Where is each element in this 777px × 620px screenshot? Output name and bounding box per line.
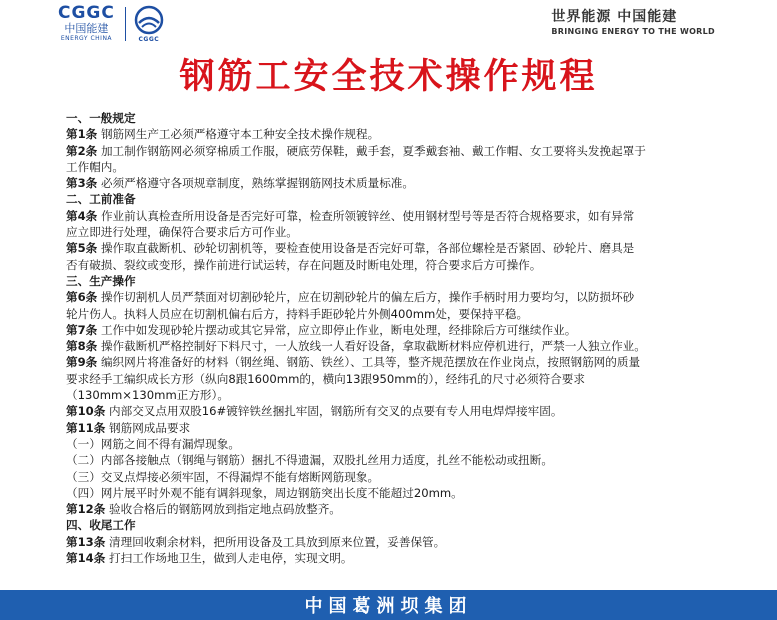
regulation-line [66,338,734,354]
regulation-line [66,126,734,142]
company-logo [58,4,164,43]
section-heading [66,517,734,533]
logo-divider [125,7,126,41]
logo-cn: 中国能建 [64,22,109,35]
regulation-line [66,469,734,485]
article-number: 第7条 [66,322,98,337]
regulation-line [66,371,734,387]
line-text: 编织网片将准备好的材料（钢丝绳、钢筋、铁丝）、工具等，整齐规范摆放在作业岗点，按照钢筋网的质量 [97,355,641,370]
regulation-line [66,387,734,403]
regulation-line [66,159,734,175]
article-number: 第8条 [66,339,98,354]
line-text: （二）内部各接触点（钢绳与钢筋）捆扎不得遗漏，双股扎丝用力适度，扎丝不能松动或扭断。 [66,453,553,468]
header [0,0,777,52]
line-text: 操作取直截断机、砂轮切割机等，要检查使用设备是否完好可靠，各部位螺栓是否紧固、砂轮片、磨具是 [97,241,635,256]
section-heading [66,191,734,207]
regulation-line [66,289,734,305]
regulation-line [66,550,734,566]
regulation-line [66,175,734,191]
line-text: （四）网片展平时外观不能有调斜现象，周边钢筋突出长度不能超过20mm。 [66,485,463,500]
line-text: 轮片伤人。执料人员应在切割机偏右后方，持料手距砂轮片外侧400mm处，要保持平稳。 [66,306,529,321]
slogan [551,8,715,38]
line-text: 一、一般规定 [66,111,136,125]
regulation-line [66,257,734,273]
line-text: 操作截断机严格控制好下料尺寸，一人放线一人看好设备，拿取截断材料应停机进行，严禁一人独立作业。 [97,339,646,354]
line-text: （一）网筋之间不得有漏焊现象。 [66,436,240,451]
article-number: 第6条 [66,290,98,305]
article-number: 第4条 [66,208,98,223]
article-number: 第10条 [66,404,106,419]
regulation-line [66,224,734,240]
regulation-body [66,110,734,566]
logo-abbr: CGGC [58,3,115,23]
regulation-line [66,208,734,224]
line-text: 四、收尾工作 [66,518,136,533]
regulation-line [66,240,734,256]
line-text: 工作帽内。 [66,159,124,174]
line-text: 钢筋网生产工必须严格遵守本工种安全技术操作规程。 [97,127,380,142]
line-text: 作业前认真检查所用设备是否完好可靠，检查所领镀锌丝、使用钢材型号等是否符合规格要求，如有异常 [97,208,635,223]
regulation-line [66,143,734,159]
line-text: 否有破损、裂纹或变形，操作前进行试运转，存在问题及时断电处理，符合要求后方可操作。 [66,257,542,272]
regulation-line [66,485,734,501]
line-text: 二、工前准备 [66,192,136,207]
article-number: 第2条 [66,143,98,158]
line-text: 三、生产操作 [66,273,136,288]
section-heading [66,110,734,126]
regulation-line [66,420,734,436]
regulation-line [66,322,734,338]
article-number: 第5条 [66,241,98,256]
article-number: 第12条 [66,502,106,517]
emblem-text: CGGC [138,35,160,43]
regulation-line [66,436,734,452]
logo-en: ENERGY CHINA [60,35,113,42]
article-number: 第9条 [66,355,98,370]
regulation-line [66,306,734,322]
line-text: （130mm×130mm正方形）。 [66,388,229,403]
regulation-line [66,534,734,550]
line-text: 加工制作钢筋网必须穿棉质工作服，硬底劳保鞋，戴手套，夏季戴套袖、戴工作帽、女工要将头发挽起罩于 [97,143,646,158]
line-text: 内部交叉点用双股16#镀锌铁丝捆扎牢固，钢筋所有交叉的点要有专人用电焊焊接牢固。 [105,404,563,419]
section-heading [66,273,734,289]
line-text: 验收合格后的钢筋网放到指定地点码放整齐。 [105,502,341,517]
article-number: 第11条 [66,420,106,435]
regulation-line [66,354,734,370]
footer-banner [0,590,777,620]
regulation-line [66,501,734,517]
line-text: 打扫工作场地卫生，做到人走电停，实现文明。 [105,551,353,566]
emblem-icon [134,5,164,43]
footer-company-name: 中国葛洲坝集团 [304,596,473,617]
line-text: 钢筋网成品要求 [105,420,191,435]
regulation-line [66,403,734,419]
line-text: 操作切割机人员严禁面对切割砂轮片，应在切割砂轮片的偏左后方，操作手柄时用力要均匀，以防损坏砂 [97,290,635,305]
line-text: 必须严格遵守各项规章制度，熟练掌握钢筋网技术质量标准。 [97,176,414,191]
page-title: 钢筋工安全技术操作规程 [179,57,598,97]
regulation-line [66,452,734,468]
slogan-en: BRINGING ENERGY TO THE WORLD [551,27,715,36]
article-number: 第14条 [66,551,106,566]
line-text: 清理回收剩余材料，把所用设备及工具放到原来位置，妥善保管。 [105,534,446,549]
line-text: 要求经手工编织成长方形（纵向8跟1600mm的，横向13跟950mm的），经纬孔的尺寸必须符合要求 [66,371,585,386]
line-text: 应立即进行处理，确保符合要求后方可作业。 [66,225,298,240]
slogan-cn: 世界能源 中国能建 [551,9,678,25]
line-text: （三）交叉点焊接必须牢固，不得漏焊不能有熔断网筋现象。 [66,469,380,484]
article-number: 第3条 [66,176,98,191]
article-number: 第13条 [66,534,106,549]
line-text: 工作中如发现砂轮片摆动或其它异常，应立即停止作业，断电处理，经排除后方可继续作业。 [97,322,577,337]
article-number: 第1条 [66,127,98,142]
